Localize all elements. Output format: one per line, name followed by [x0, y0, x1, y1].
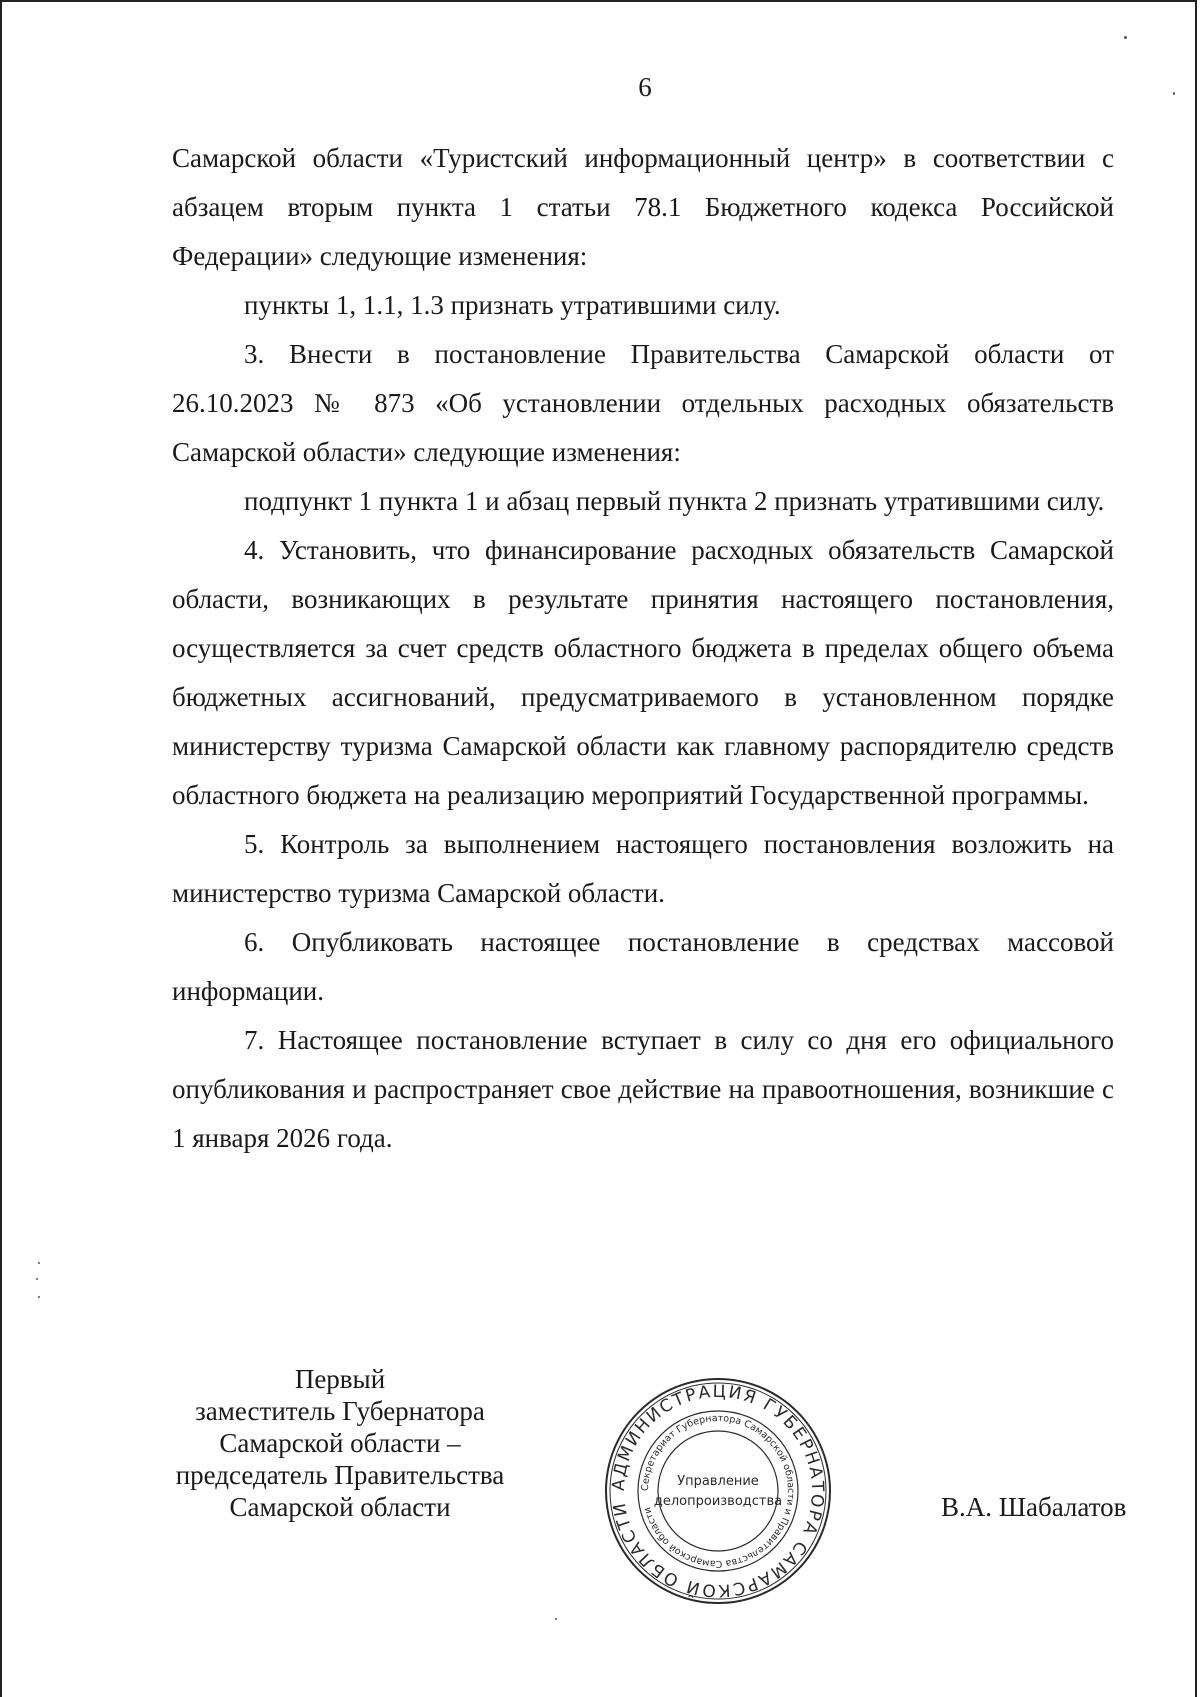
stamp-center-line-1: Управление	[677, 1474, 759, 1489]
signatory-position-line: председатель Правительства	[175, 1460, 505, 1490]
scan-speck	[1173, 92, 1175, 95]
scan-speck	[36, 1278, 38, 1280]
signatory-position-line: заместитель Губернатора	[195, 1396, 485, 1426]
scan-speck	[555, 1618, 557, 1620]
paragraph-5: 4. Установить, что финансирование расходных обязательств Самарской области, возникающих в результате принятия настоящего постановления, осуществляется за счет средств областного бюджета в пределах общего объема бюджетных ассигнований, предусматриваемого в установленном порядке министерству туризма Самарской области как главному распорядителю средств областного бюджета на реализацию мероприятий Государственной программы.	[172, 535, 1114, 810]
signatory-position-line: Первый	[294, 1364, 386, 1394]
stamp-center-line-2: делопроизводства	[653, 1494, 783, 1509]
stamp-outer-ring	[606, 1379, 830, 1603]
paragraph-1: Самарской области «Туристский информационный центр» в соответствии с абзацем вторым пункта 1 статьи 78.1 Бюджетного кодекса Российской Федерации» следующие изменения:	[172, 143, 1114, 271]
paragraph-8: 7. Настоящее постановление вступает в силу со дня его официального опубликования и распространяет свое действие на правоотношения, возникшие с 1 января 2026 года.	[172, 1025, 1114, 1153]
scan-speck	[1124, 36, 1127, 39]
stamp-inner-text: Секретариат Губернатора Самарской области и Правительства Самарской области	[639, 1412, 797, 1570]
signatory-position-line: Самарской области –	[219, 1428, 461, 1458]
page-number: 6	[638, 72, 652, 102]
paragraph-3: 3. Внести в постановление Правительства Самарской области от 26.10.2023 № 873 «Об установлении отдельных расходных обязательств Самарской области» следующие изменения:	[172, 339, 1114, 467]
stamp-inner-ring	[658, 1431, 778, 1551]
stamp-middle-ring	[638, 1411, 798, 1571]
scan-speck	[38, 1296, 40, 1298]
paragraph-7: 6. Опубликовать настоящее постановление в средствах массовой информации.	[172, 927, 1114, 1006]
signatory-position	[150, 1363, 530, 1523]
paragraph-6: 5. Контроль за выполнением настоящего постановления возложить на министерство туризма Самарской области.	[172, 829, 1114, 908]
signatory-name: В.А. Шабалатов	[941, 1492, 1127, 1522]
paragraph-4: подпункт 1 пункта 1 и абзац первый пункта 2 признать утратившими силу.	[244, 486, 1105, 516]
document-body	[172, 134, 1114, 1163]
scan-speck	[38, 1262, 40, 1264]
official-stamp	[602, 1375, 834, 1607]
stamp-outer-text: АДМИНИСТРАЦИЯ ГУБЕРНАТОРА САМАРСКОЙ ОБЛАСТИ	[608, 1381, 828, 1601]
signatory-position-line: Самарской области	[229, 1492, 451, 1522]
paragraph-2: пункты 1, 1.1, 1.3 признать утратившими силу.	[244, 290, 781, 320]
